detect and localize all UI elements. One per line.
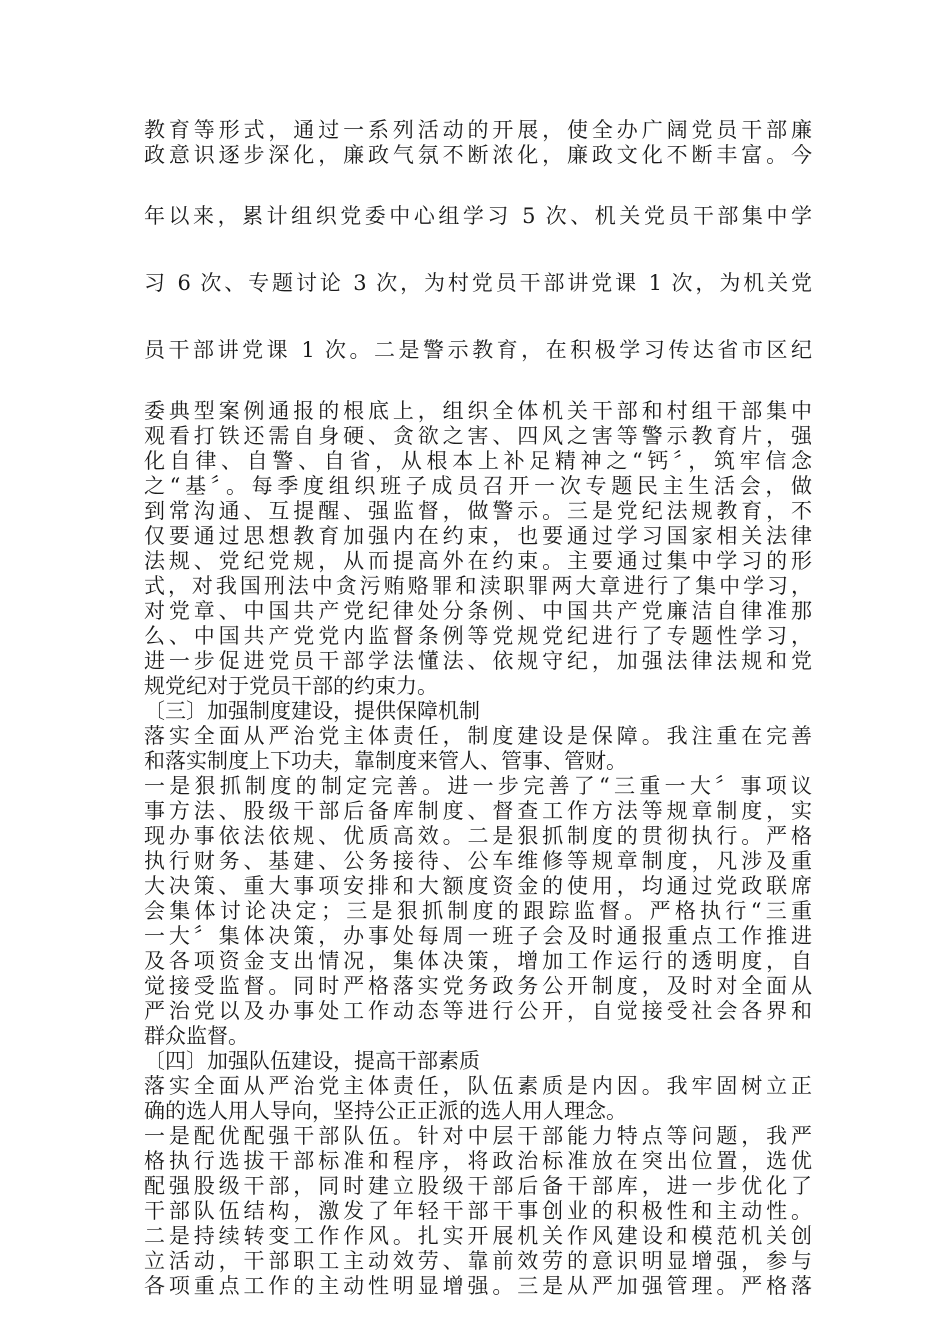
text-line: 落实全面从严治党主体责任，队伍素质是内因。我牢固树立正 [144,1074,812,1098]
text-line: 及各项资金支出情况，集体决策，增加工作运行的透明度，自 [144,949,812,973]
text-line: 仅要通过思想教育加强内在约束，也要通过学习国家相关法律 [144,524,812,548]
text-line: 化自律、自警、自省，从根本上补足精神之“钙〞，筑牢信念 [144,449,812,473]
text-line: 落实全面从严治党主体责任，制度建设是保障。我注重在完善 [144,724,812,748]
text-line: 大决策、重大事项安排和大额度资金的使用，均通过党政联席 [144,874,812,898]
text-line: 员干部讲党课 1 次。二是警示教育，在积极学习传达省市区纪 [144,338,812,362]
text-line: 执行财务、基建、公务接待、公车维修等规章制度，凡涉及重 [144,849,812,873]
text-line: 格执行选拔干部标准和程序，将政治标准放在突出位置，选优 [144,1149,812,1173]
text-line: 严治党以及办事处工作动态等进行公开，自觉接受社会各界和 [144,999,812,1023]
text-line: 立活动，干部职工主动效劳、靠前效劳的意识明显增强，参与 [144,1249,812,1273]
section-heading: 〔四〕加强队伍建设，提高干部素质 [144,1049,480,1073]
text-line: 委典型案例通报的根底上，组织全体机关干部和村组干部集中 [144,399,812,423]
text-line: 干部队伍结构，激发了年轻干部干事创业的积极性和主动性。 [144,1199,812,1223]
text-line: 对党章、中国共产党纪律处分条例、中国共产党廉洁自律准那 [144,599,812,623]
text-line: 习 6 次、专题讨论 3 次，为村党员干部讲党课 1 次，为机关党 [144,271,812,295]
text-line: 二是持续转变工作作风。扎实开展机关作风建设和模范机关创 [144,1224,812,1248]
text-line: 现办事依法依规、优质高效。二是狠抓制度的贯彻执行。严格 [144,824,812,848]
text-line: 觉接受监督。同时严格落实党务政务公开制度，及时对全面从 [144,974,812,998]
body-text [144,118,812,1299]
text-line: 到常沟通、互提醒、强监督，做警示。三是党纪法规教育，不 [144,499,812,523]
text-line: 么、中国共产党党内监督条例等党规党纪进行了专题性学习， [144,624,812,648]
text-line: 年以来，累计组织党委中心组学习 5 次、机关党员干部集中学 [144,204,812,228]
text-line: 之“基〞。每季度组织班子成员召开一次专题民主生活会，做 [144,474,812,498]
text-line: 各项重点工作的主动性明显增强。三是从严加强管理。严格落 [144,1274,812,1298]
text-line: 一是狠抓制度的制定完善。进一步完善了“三重一大〞事项议 [144,774,812,798]
text-line: 观看打铁还需自身硬、贪欲之害、四风之害等警示教育片，强 [144,424,812,448]
text-line: 会集体讨论决定；三是狠抓制度的跟踪监督。严格执行“三重 [144,899,812,923]
text-line: 政意识逐步深化，廉政气氛不断浓化，廉政文化不断丰富。今 [144,143,812,167]
text-line: 法规、党纪党规，从而提高外在约束。主要通过集中学习的形 [144,549,812,573]
text-line: 式，对我国刑法中贪污贿赂罪和渎职罪两大章进行了集中学习， [144,574,812,598]
text-line: 确的选人用人导向，坚持公正正派的选人用人理念。 [144,1099,627,1123]
section-heading: 〔三〕加强制度建设，提供保障机制 [144,699,480,723]
text-line: 一大〞集体决策，办事处每周一班子会及时通报重点工作推进 [144,924,812,948]
text-line: 群众监督。 [144,1024,249,1048]
text-line: 和落实制度上下功夫，靠制度来管人、管事、管财。 [144,749,627,773]
text-line: 一是配优配强干部队伍。针对中层干部能力特点等问题，我严 [144,1124,812,1148]
text-line: 事方法、股级干部后备库制度、督查工作方法等规章制度，实 [144,799,812,823]
text-line: 进一步促进党员干部学法懂法、依规守纪，加强法律法规和党 [144,649,812,673]
text-line: 配强股级干部，同时建立股级干部后备干部库，进一步优化了 [144,1174,812,1198]
text-line: 规党纪对于党员干部的约束力。 [144,674,438,698]
text-line: 教育等形式，通过一系列活动的开展，使全办广阔党员干部廉 [144,118,812,142]
